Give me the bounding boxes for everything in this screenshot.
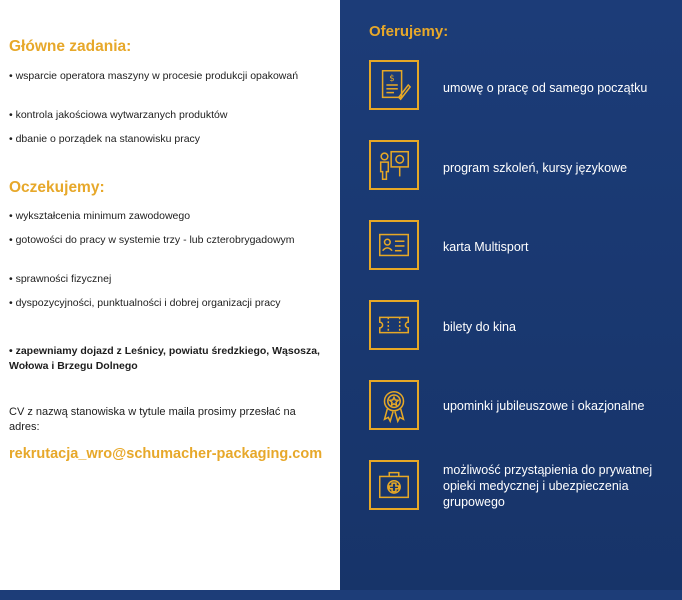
- left-panel: [0, 0, 340, 590]
- expect-item: • sprawności fizycznej: [9, 273, 112, 285]
- recruitment-email-link[interactable]: rekrutacja_wro@schumacher-packaging.com: [9, 446, 323, 462]
- offer-heading: Oferujemy:: [369, 23, 449, 40]
- offer-label: możliwość przystąpienia do prywatnej opieki medycznej i ubezpieczenia grupowego: [443, 463, 653, 509]
- cv-instructions: CV z nazwą stanowiska w tytule maila prosimy przesłać na adres:: [9, 406, 296, 433]
- offer-label: program szkoleń, kursy językowe: [443, 161, 628, 175]
- id-card-icon: [369, 220, 419, 270]
- expect-item: • wykształcenia minimum zawodowego: [9, 210, 191, 222]
- main-task-item: • kontrola jakościowa wytwarzanych produktów: [9, 109, 228, 121]
- offer-label: umowę o pracę od samego początku: [443, 81, 648, 95]
- expect-heading: Oczekujemy:: [9, 179, 105, 196]
- expect-item: • dyspozycyjności, punktualności i dobrej organizacji pracy: [9, 297, 281, 309]
- svg-text:$: $: [389, 74, 395, 85]
- contract-icon: [369, 60, 419, 110]
- main-task-item: • dbanie o porządek na stanowisku pracy: [9, 133, 201, 145]
- offer-label: bilety do kina: [443, 320, 516, 334]
- training-presentation-icon: [369, 140, 419, 190]
- bottom-strip: [0, 590, 682, 600]
- offer-label: karta Multisport: [443, 240, 529, 254]
- offer-label: upominki jubileuszowe i okazjonalne: [443, 399, 645, 413]
- main-task-item: • wsparcie operatora maszyny w procesie produkcji opakowań: [9, 70, 299, 82]
- transport-note: • zapewniamy dojazd z Leśnicy, powiatu średzkiego, Wąsosza, Wołowa i Brzegu Dolnego: [9, 345, 320, 372]
- expect-item: • gotowości do pracy w systemie trzy - lub czterobrygadowym: [9, 234, 295, 246]
- ticket-icon: [369, 300, 419, 350]
- medical-kit-icon: [369, 460, 419, 510]
- main-tasks-heading: Główne zadania:: [9, 38, 132, 55]
- award-medal-icon: [369, 380, 419, 430]
